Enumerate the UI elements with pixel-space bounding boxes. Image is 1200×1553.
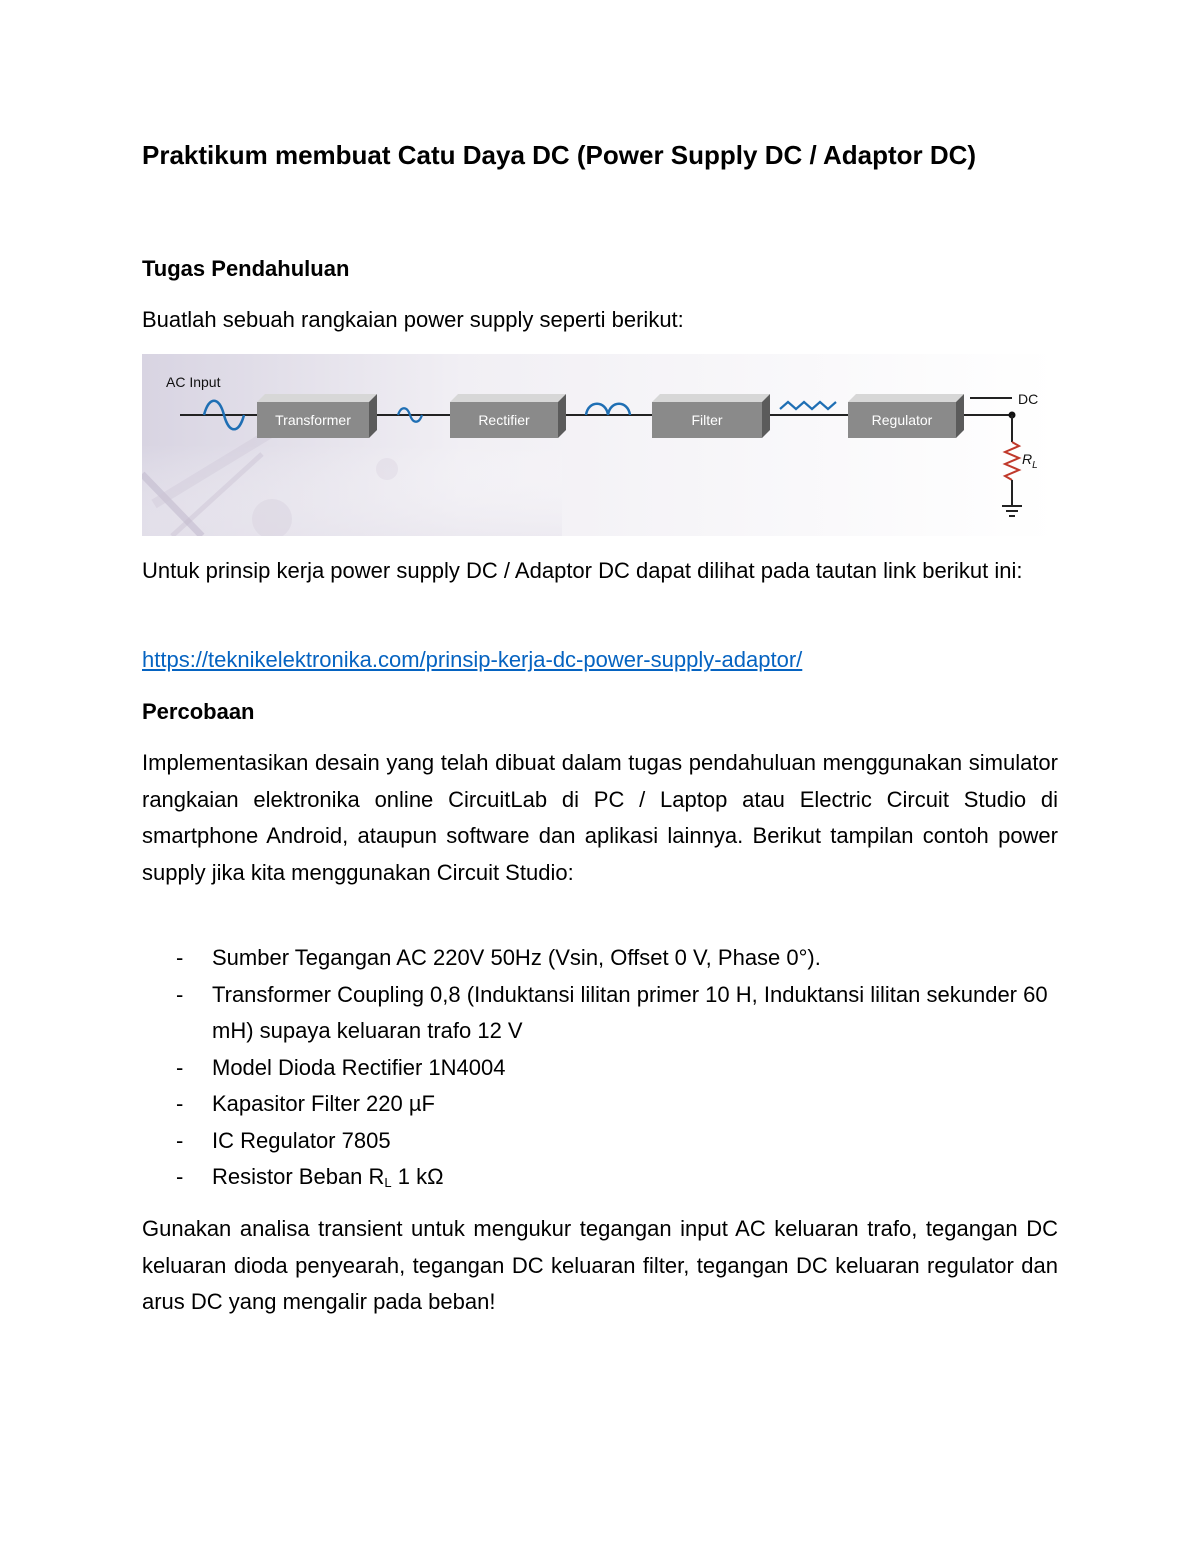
block-label-transformer: Transformer [275, 412, 351, 428]
section-heading-percobaan: Percobaan [142, 699, 255, 724]
section-heading-tugas: Tugas Pendahuluan [142, 256, 350, 281]
list-item: - Resistor Beban $R_L$ 1 kΩ [176, 1164, 444, 1190]
rectifier-block [450, 394, 566, 438]
load-resistor-label: $R_L$ [1022, 451, 1038, 471]
principle-paragraph: Untuk prinsip kerja power supply DC / Adaptor DC dapat dilihat pada tautan link berikut ini: [142, 558, 1023, 583]
block-label-regulator: Regulator [871, 412, 933, 428]
principle-link[interactable]: https://teknikelektronika.com/prinsip-kerja-dc-power-supply-adaptor/ [142, 647, 803, 672]
transformer-block [257, 394, 377, 438]
list-item: - IC Regulator 7805 [176, 1127, 391, 1153]
list-item: - Kapasitor Filter 220 µF [176, 1091, 435, 1116]
regulator-block [848, 394, 964, 438]
closing-paragraph: Gunakan analisa transient untuk mengukur tegangan input AC keluaran trafo, tegangan DC keluaran dioda penyearah, tegangan DC keluaran filter, tegangan DC keluaran regulator dan arus DC yang mengalir pada beban! [142, 1216, 1058, 1314]
dc-output-label: DC [1018, 391, 1039, 407]
ac-input-label: AC Input [166, 374, 221, 390]
block-diagram-svg [142, 354, 1058, 536]
filter-block [652, 394, 770, 438]
intro-paragraph: Buatlah sebuah rangkaian power supply seperti berikut: [142, 307, 684, 332]
percobaan-paragraph: Implementasikan desain yang telah dibuat dalam tugas pendahuluan menggunakan simulator rangkaian elektronika online CircuitLab di PC / Laptop atau Electric Circuit Studio di smartphone Android, ataupun software dan aplikasi lainnya. Berikut tampilan contoh power supply jika kita menggunakan Circuit Studio: [142, 750, 1058, 885]
principle-link-line [142, 642, 1058, 679]
list-item: - Sumber Tegangan AC 220V 50Hz (Vsin, Offset 0 V, Phase 0°). [176, 945, 821, 970]
list-item: - Model Dioda Rectifier 1N4004 [176, 1054, 506, 1080]
block-label-rectifier: Rectifier [478, 412, 530, 428]
block-label-filter: Filter [691, 412, 723, 428]
list-item: - Transformer Coupling 0,8 (Induktansi lilitan primer 10 H, Induktansi lilitan sekunder 60 mH) supaya keluaran trafo 12 V [176, 981, 1048, 1043]
power-supply-block-diagram [142, 354, 1058, 536]
page-title: Praktikum membuat Catu Daya DC (Power Supply DC / Adaptor DC) [142, 140, 977, 170]
component-list [142, 940, 1058, 1202]
